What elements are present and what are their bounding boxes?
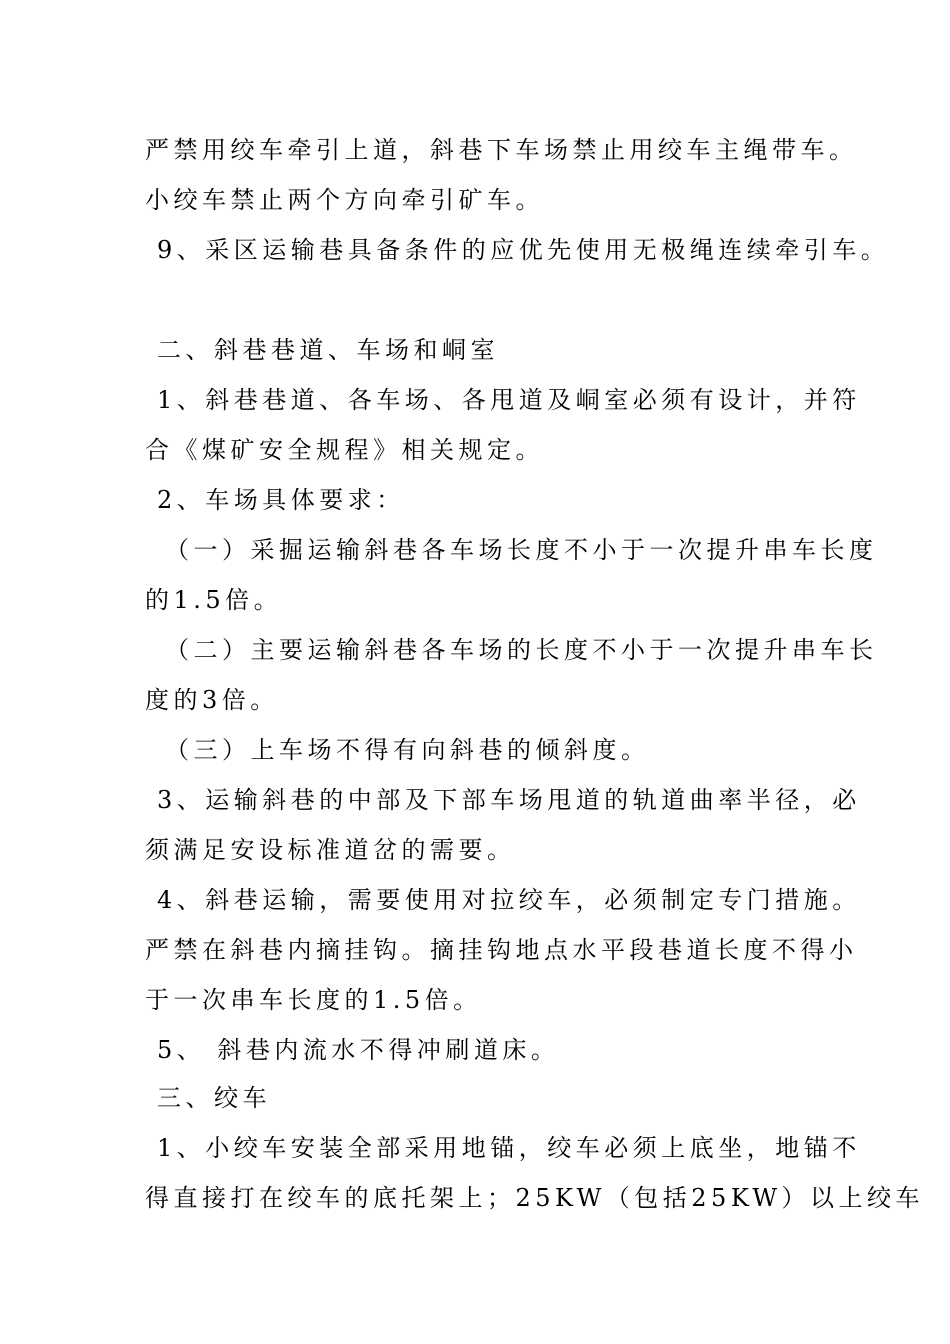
list-item: 3、运输斜巷的中部及下部车场甩道的轨道曲率半径，必 [157, 786, 861, 814]
paragraph-line: 合《煤矿安全规程》相关规定。 [145, 436, 544, 464]
paragraph-line: 度的3倍。 [145, 686, 279, 714]
list-item: 2、车场具体要求： [157, 486, 405, 514]
paragraph-line: 小绞车禁止两个方向牵引矿车。 [145, 186, 544, 214]
list-item: 9、采区运输巷具备条件的应优先使用无极绳连续牵引车。 [157, 236, 890, 264]
paragraph-line: 须满足安设标准道岔的需要。 [145, 836, 516, 864]
list-item: 1、斜巷巷道、各车场、各甩道及峒室必须有设计，并符 [157, 386, 861, 414]
list-item: 4、斜巷运输，需要使用对拉绞车，必须制定专门措施。 [157, 886, 861, 914]
list-item: 1、小绞车安装全部采用地锚，绞车必须上底坐，地锚不 [157, 1134, 861, 1162]
paragraph-line: 得直接打在绞车的底托架上；25KW（包括25KW）以上绞车 [145, 1184, 925, 1212]
paragraph-line: 严禁在斜巷内摘挂钩。摘挂钩地点水平段巷道长度不得小 [145, 936, 858, 964]
sub-list-item: （一）采掘运输斜巷各车场长度不小于一次提升串车长度 [165, 536, 878, 564]
paragraph-line: 严禁用绞车牵引上道，斜巷下车场禁止用绞车主绳带车。 [145, 136, 858, 164]
sub-list-item: （三）上车场不得有向斜巷的倾斜度。 [165, 736, 650, 764]
paragraph-line: 的1.5倍。 [145, 586, 283, 614]
sub-list-item: （二）主要运输斜巷各车场的长度不小于一次提升串车长 [165, 636, 878, 664]
paragraph-line: 于一次串车长度的1.5倍。 [145, 986, 482, 1014]
section-heading: 二、斜巷巷道、车场和峒室 [157, 336, 499, 364]
section-heading: 三、绞车 [157, 1084, 271, 1112]
list-item: 5、 斜巷内流水不得冲刷道床。 [157, 1036, 560, 1064]
